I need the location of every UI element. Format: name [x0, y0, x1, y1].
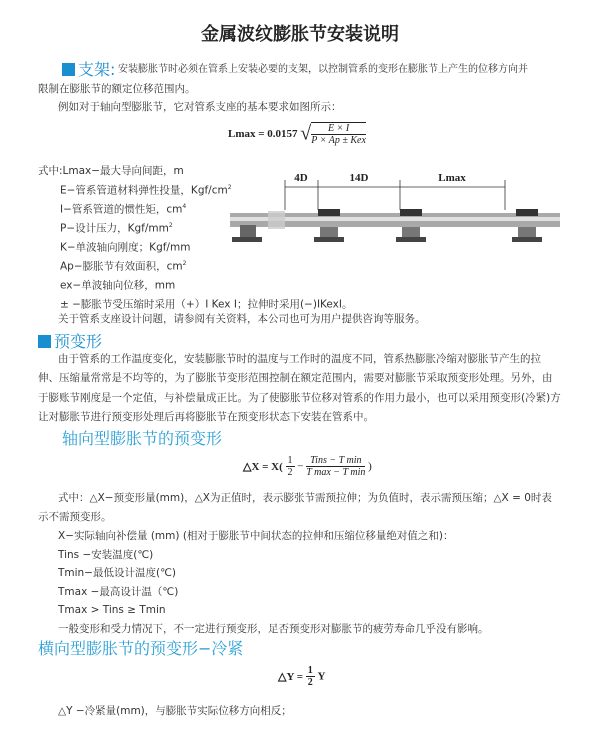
section-heading-predeform [38, 333, 102, 351]
formula-numerator: Tins − T min [306, 455, 365, 467]
formula-lhs: △X = X( [243, 461, 283, 473]
variable-definition [60, 219, 173, 236]
label-14d: 14D [349, 172, 369, 184]
axial-formula [243, 455, 372, 478]
heading-text: 支架: [78, 60, 116, 79]
lmax-formula: Lmax = 0.0157 √ $\frac{E \times I}{\text{P × Ap ± Kex}}$ [228, 122, 366, 146]
section-heading-support [62, 61, 115, 79]
square-bullet-icon [62, 63, 75, 76]
variable-definition [60, 238, 190, 255]
heading-text: 预变形 [54, 332, 103, 351]
axial-heading: 轴向型膨胀节的预变形 [62, 429, 223, 448]
axial-where-2: 示不需预变形。 [38, 511, 112, 523]
formula-denominator: P × Ap ± Kex [311, 135, 366, 146]
variable-definition [60, 276, 175, 293]
support-note: 关于管系支座设计问题，请参阅有关资料，本公司也可为用户提供咨询等服务。 [58, 313, 426, 325]
variable-definition [60, 181, 232, 198]
variable-superscript: 4 [182, 203, 187, 210]
half-denominator: 2 [287, 467, 293, 478]
variable-definition [60, 295, 353, 312]
formula-close: ) [368, 460, 372, 473]
support-diagram [228, 165, 568, 260]
support-line-1: 安装膨胀节时必须在管系上安装必要的支架，以控制管系的变形在膨胀节上产生的位移方向并 [118, 64, 528, 75]
variable-text: Ap−膨胀节有效面积，cm [60, 260, 183, 273]
label-4d: 4D [294, 172, 308, 184]
variable-text: P−设计压力，Kgf/mm [60, 222, 169, 235]
formula-numerator: 1 [307, 665, 313, 676]
lateral-heading: 横向型膨胀节的预变形−冷紧 [38, 639, 244, 658]
variable-definition [60, 200, 186, 217]
support-line-3: 例如对于轴向型膨胀节，它对管系支座的基本要求如图所示： [58, 101, 342, 113]
axial-where-1: 式中：△X−预变形量(mm)，△X为正值时，表示膨张节需预拉伸；为负值时，表示需预压缩；△X = 0时表 [58, 492, 552, 504]
variable-text: I−管系管道的惯性矩，cm [60, 203, 183, 216]
formula-denominator: T max − T min [306, 467, 366, 478]
lateral-line: △Y −冷紧量(mm)，与膨胀节实际位移方向相反； [58, 705, 292, 717]
predeform-para-1: 由于管系的工作温度变化，安装膨胀节时的温度与工作时的温度不同，管系热膨胀冷缩对膨胀节产生的拉 [58, 353, 541, 365]
variable-definition [60, 257, 186, 274]
axial-definition-line: Tins −安装温度(℃) [58, 548, 154, 561]
formula-minus: − [297, 460, 304, 473]
formula-denominator: 2 [307, 677, 313, 688]
page-title: 金属波纹膨胀节安装说明 [201, 24, 399, 45]
support-line-2: 限制在膨胀节的额定位移范围内。 [38, 83, 196, 95]
square-bullet-icon [38, 335, 51, 348]
axial-definition-line: Tmax > Tins ≥ Tmin [58, 604, 166, 616]
variable-superscript: 2 [182, 260, 187, 267]
variable-superscript: 2 [168, 222, 173, 229]
predeform-para-2: 伸、压缩量常常是不均等的，为了膨胀节变形范围控制在额定范围内，需要对膨胀节采取预变形处理。另外，由 [38, 372, 553, 384]
formula-lhs: △Y = [278, 671, 304, 683]
variable-text: ex−单波轴向位移，mm [60, 279, 176, 292]
lateral-formula [278, 665, 325, 688]
variable-text: E−管系管道材料弹性投量，Kgf/cm [60, 184, 228, 197]
axial-definition-line: 一般变形和受力情况下，不一定进行预变形，足否预变形对膨胀节的疲劳寿命几乎没有影响。 [58, 622, 489, 635]
variable-text: ± −膨胀节受压缩时采用（+）I Kex I；拉伸时采用(−)IKexI。 [60, 298, 353, 311]
bellows [268, 211, 285, 229]
axial-definition-line: X−实际轴向补偿量 (mm) (相对于膨胀节中间状态的拉伸和压缩位移量绝对值之和)： [58, 530, 454, 542]
formula-rhs: Y [317, 670, 326, 683]
half-numerator: 1 [287, 455, 293, 466]
variable-superscript: 2 [227, 184, 232, 191]
formula-numerator: E × I [311, 123, 366, 135]
variable-text: K−单波轴向刚度；Kgf/mm [60, 241, 191, 254]
label-lmax: Lmax [438, 172, 466, 184]
formula-lhs: Lmax = 0.0157 [228, 128, 298, 140]
predeform-para-3: 于膨账节刚度是一个定值，与补偿量成正比。为了使膨胀节位移对管系的作用力最小，也可以采用预变形(冷紧)方 [38, 392, 561, 404]
predeform-para-4: 让对膨胀节进行预变形处理后再将膨胀节在预变形状态下安装在管系中。 [38, 411, 374, 423]
axial-definition-line: Tmax −最高设计温（℃) [58, 585, 179, 598]
axial-definition-line: Tmin−最低设计温度(℃) [58, 567, 176, 579]
where-lmax: 式中:Lmax−最大导向间距，m [38, 165, 184, 177]
